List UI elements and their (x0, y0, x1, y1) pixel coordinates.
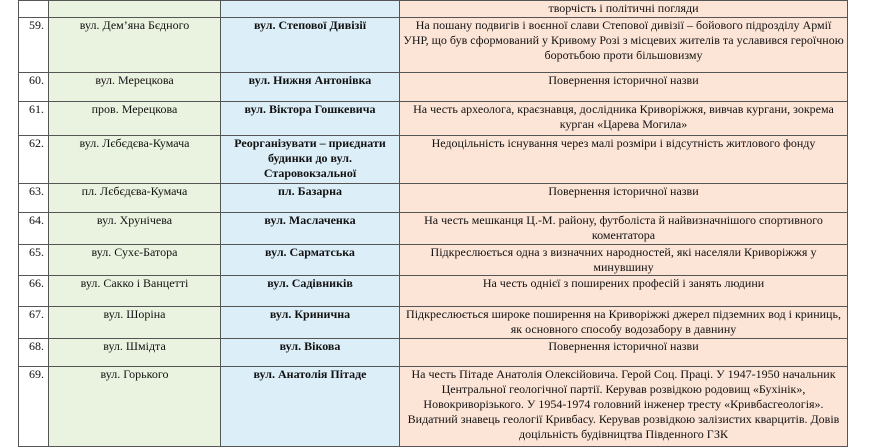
number-cell: 64. (19, 213, 49, 245)
number-cell: 59. (19, 18, 49, 73)
new-name-cell: Реорганізувати – приєднати будинки до вул. Старовокзальної (221, 136, 400, 184)
table-row (19, 307, 848, 339)
reason-cell: Підкреслюється одна з визначних народностей, які населяли Криворіжжя у минувшину (400, 245, 848, 276)
old-name-cell: вул. Мерецкова (49, 73, 221, 102)
table-row (19, 245, 848, 276)
old-name-cell: вул. Лєбєдєва-Кумача (49, 136, 221, 184)
old-name-cell: вул. Сухє-Батора (49, 245, 221, 276)
table-row (19, 276, 848, 307)
reason-cell: Повернення історичної назви (400, 73, 848, 102)
number-cell: 60. (19, 73, 49, 102)
old-name-cell: пров. Мерецкова (49, 102, 221, 136)
number-cell (19, 1, 49, 18)
table-row (19, 213, 848, 245)
reason-cell: На честь однієї з поширених професій і занять людини (400, 276, 848, 307)
table-row (19, 339, 848, 367)
number-cell: 66. (19, 276, 49, 307)
reason-cell: На честь археолога, краєзнавця, дослідника Криворіжжя, вивчав кургани, зокрема курган «Царева Могила» (400, 102, 848, 136)
new-name-cell (221, 1, 400, 18)
reason-cell: На пошану подвигів і воєнної слави Степової дивізії – бойового підрозділу Армії УНР, що був сформований у Кривому Розі з місцевих жителів та уславився героїчною боротьбою проти більшовизму (400, 18, 848, 73)
new-name-cell: вул. Садівників (221, 276, 400, 307)
new-name-cell: вул. Віктора Гошкевича (221, 102, 400, 136)
new-name-cell: вул. Маслаченка (221, 213, 400, 245)
number-cell: 65. (19, 245, 49, 276)
reason-cell: Недоцільність існування через малі розміри і відсутність житлового фонду (400, 136, 848, 184)
new-name-cell: вул. Нижня Антонівка (221, 73, 400, 102)
number-cell: 68. (19, 339, 49, 367)
new-name-cell: вул. Кринична (221, 307, 400, 339)
new-name-cell: вул. Степової Дивізії (221, 18, 400, 73)
number-cell: 63. (19, 184, 49, 213)
old-name-cell: вул. Горького (49, 367, 221, 447)
old-name-cell: вул. Шоріна (49, 307, 221, 339)
old-name-cell: вул. Сакко і Ванцетті (49, 276, 221, 307)
number-cell: 67. (19, 307, 49, 339)
reason-cell: творчість і політичні погляди (400, 1, 848, 18)
table-row (19, 73, 848, 102)
reason-cell: Підкреслюється широке поширення на Криворіжжі джерел підземних вод і криниць, як основного способу водозабору в давнину (400, 307, 848, 339)
number-cell: 62. (19, 136, 49, 184)
old-name-cell (49, 1, 221, 18)
old-name-cell: пл. Лєбєдєва-Кумача (49, 184, 221, 213)
table-row (19, 136, 848, 184)
reason-cell: На честь мешканця Ц.-М. району, футболіста й найвизначнішого спортивного коментатора (400, 213, 848, 245)
reason-cell: На честь Пітаде Анатолія Олексійовича. Герой Соц. Праці. У 1947-1950 начальник Центральної геологічної партії. Керував розвідкою родовищ «Бухінік», Новокриворізького. У 1954-1974 головний інженер тресту «Кривбасгеологія». Видатний знавець геології Кривбасу. Керував розвідкою залізистих кварцитів. Довів доцільність будівництва Південного ГЗК (400, 367, 848, 447)
street-renaming-table (18, 0, 848, 447)
table-row (19, 18, 848, 73)
old-name-cell: вул. Дем’яна Бєдного (49, 18, 221, 73)
new-name-cell: вул. Сарматська (221, 245, 400, 276)
reason-cell: Повернення історичної назви (400, 339, 848, 367)
table-row (19, 367, 848, 447)
number-cell: 69. (19, 367, 49, 447)
old-name-cell: вул. Шмідта (49, 339, 221, 367)
table-row (19, 1, 848, 18)
reason-cell: Повернення історичної назви (400, 184, 848, 213)
table-row (19, 184, 848, 213)
table-row (19, 102, 848, 136)
new-name-cell: пл. Базарна (221, 184, 400, 213)
old-name-cell: вул. Хрунічева (49, 213, 221, 245)
number-cell: 61. (19, 102, 49, 136)
new-name-cell: вул. Анатолія Пітаде (221, 367, 400, 447)
new-name-cell: вул. Вікова (221, 339, 400, 367)
